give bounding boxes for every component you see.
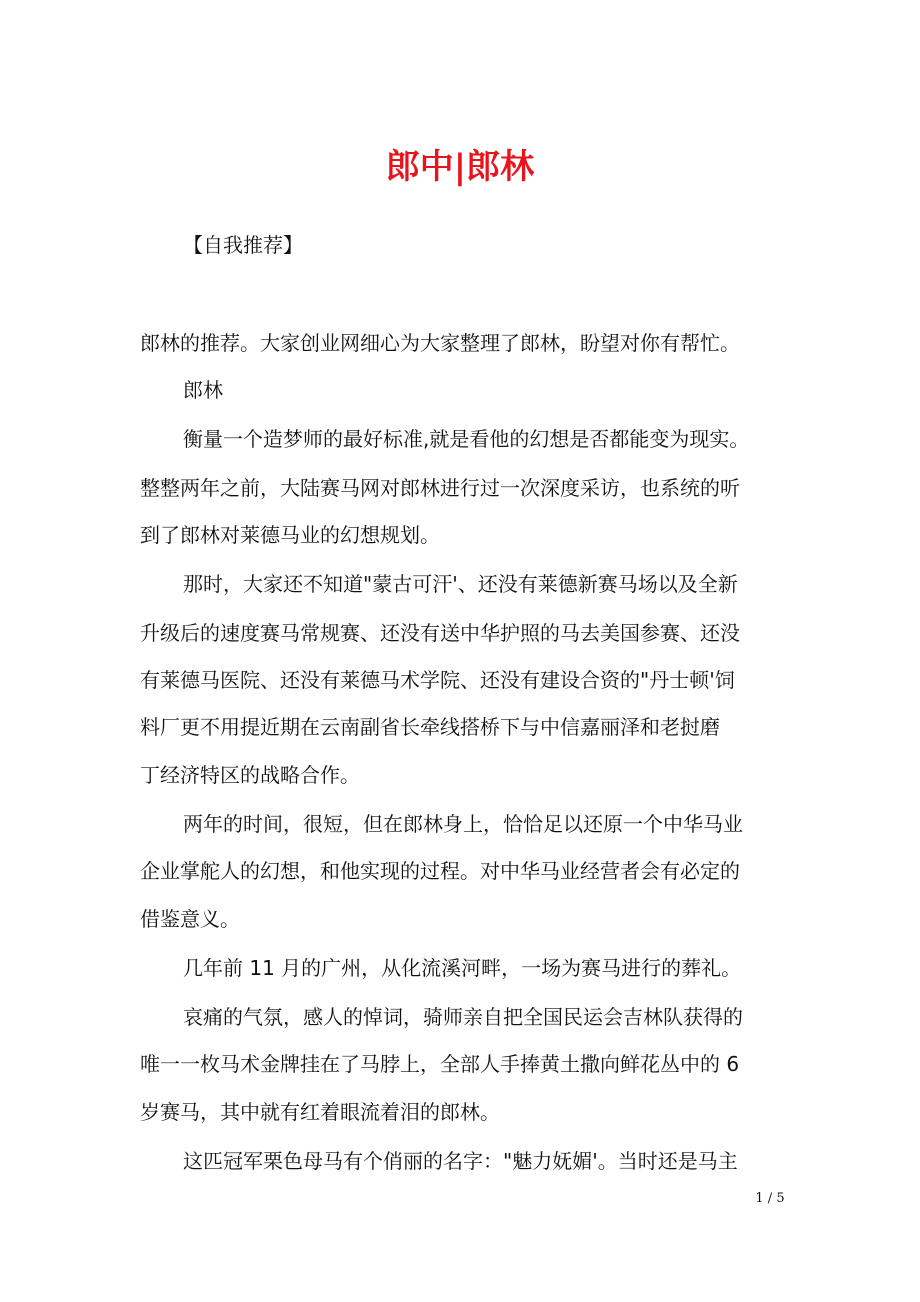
paragraph-line: 唯一一枚马术金牌挂在了马脖上，全部人手捧黄土撒向鲜花丛中的 6 xyxy=(140,1052,740,1076)
paragraph-line: 哀痛的气氛，感人的悼词，骑师亲自把全国民运会吉林队获得的 xyxy=(183,1005,743,1029)
paragraph-line: 那时，大家还不知道"蒙古可汗'、还没有莱德新赛马场以及全新 xyxy=(183,572,738,596)
section-heading: 【自我推荐】 xyxy=(183,233,303,257)
paragraph-line: 有莱德马医院、还没有莱德马术学院、还没有建设合资的"丹士顿'饲 xyxy=(140,668,735,692)
paragraph-line: 郎林 xyxy=(183,378,223,402)
page-number: 1 / 5 xyxy=(755,1191,785,1206)
document-title: 郎中|郎林 xyxy=(385,147,535,187)
paragraph-line: 料厂更不用提近期在云南副省长牵线搭桥下与中信嘉丽泽和老挝磨 xyxy=(140,715,720,739)
paragraph-line: 郎林的推荐。大家创业网细心为大家整理了郎林，盼望对你有帮忙。 xyxy=(140,331,740,355)
paragraph-line: 两年的时间，很短，但在郎林身上，恰恰足以还原一个中华马业 xyxy=(183,812,743,836)
paragraph-line: 借鉴意义。 xyxy=(140,907,240,931)
paragraph-line: 几年前 11 月的广州，从化流溪河畔，一场为赛马进行的葬礼。 xyxy=(183,956,742,980)
paragraph-line: 岁赛马，其中就有红着眼流着泪的郎林。 xyxy=(140,1100,500,1124)
paragraph-line: 整整两年之前，大陆赛马网对郎林进行过一次深度采访，也系统的听 xyxy=(140,476,740,500)
paragraph-line: 衡量一个造梦师的最好标准,就是看他的幻想是否都能变为现实。 xyxy=(183,427,750,451)
paragraph-line: 丁经济特区的战略合作。 xyxy=(140,763,360,787)
paragraph-line: 升级后的速度赛马常规赛、还没有送中华护照的马去美国参赛、还没 xyxy=(140,621,740,645)
paragraph-line: 企业掌舵人的幻想，和他实现的过程。对中华马业经营者会有必定的 xyxy=(140,859,740,883)
paragraph-line: 到了郎林对莱德马业的幻想规划。 xyxy=(140,523,440,547)
paragraph-line: 这匹冠军栗色母马有个俏丽的名字："魅力妩媚'。当时还是马主 xyxy=(183,1149,738,1173)
